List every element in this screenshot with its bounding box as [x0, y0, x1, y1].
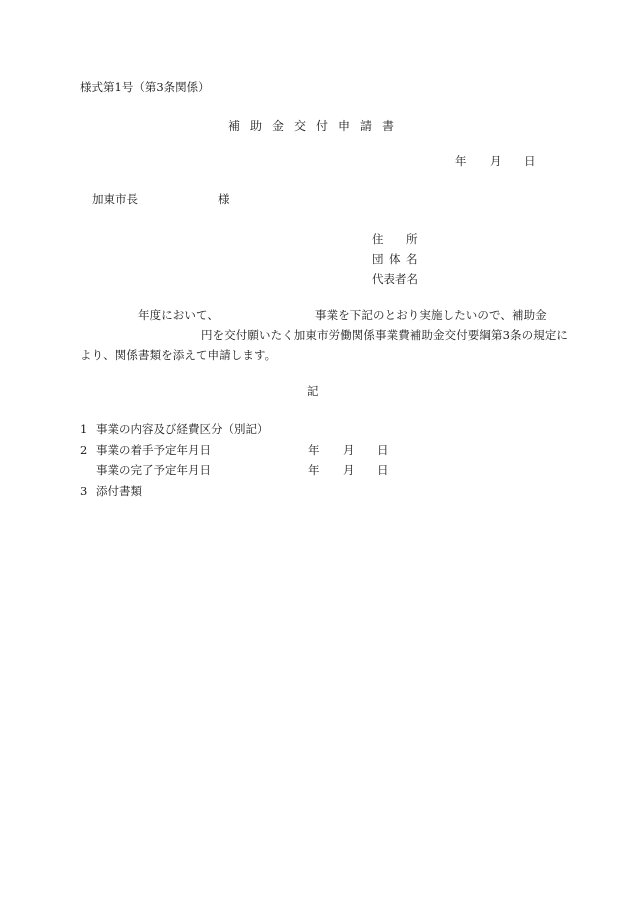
item3-number: 3 — [80, 484, 88, 498]
item2-day: 日 — [377, 443, 389, 457]
item2b-year: 年 — [308, 463, 320, 477]
item2b-month: 月 — [343, 463, 355, 477]
item2b-day: 日 — [377, 463, 389, 477]
date-month-label: 月 — [490, 154, 502, 168]
item1-number: 1 — [80, 422, 88, 436]
address-label-part2: 所 — [406, 232, 418, 246]
document-title: 補助金交付申請書 — [228, 119, 405, 133]
date-day-label: 日 — [524, 154, 536, 168]
item2b-text: 事業の完了予定年月日 — [96, 463, 211, 477]
body-line1-part1: 年度において、 — [138, 308, 219, 322]
item2-text: 事業の着手予定年月日 — [96, 443, 211, 457]
form-number-label: 様式第1号（第3条関係） — [80, 80, 210, 94]
ki-heading: 記 — [307, 384, 319, 398]
item2-number: 2 — [80, 443, 88, 457]
representative-label: 代表者名 — [372, 272, 418, 286]
addressee-honorific: 様 — [218, 192, 230, 206]
item2-month: 月 — [343, 443, 355, 457]
date-year-label: 年 — [455, 154, 467, 168]
org-label-part2: 体 — [389, 252, 401, 266]
item1-text: 事業の内容及び経費区分（別記） — [96, 422, 269, 436]
address-label-part1: 住 — [372, 232, 384, 246]
body-line3: より、関係書類を添えて申請します。 — [80, 348, 277, 362]
item2-year: 年 — [308, 443, 320, 457]
body-line1-part2: 事業を下記のとおり実施したいので、補助金 — [315, 308, 547, 322]
body-line2: 円を交付願いたく加東市労働関係事業費補助金交付要綱第3条の規定に — [201, 328, 569, 342]
org-label-part1: 団 — [372, 252, 384, 266]
item3-text: 添付書類 — [96, 484, 142, 498]
addressee-name: 加東市長 — [92, 192, 138, 206]
org-label-part3: 名 — [406, 252, 418, 266]
